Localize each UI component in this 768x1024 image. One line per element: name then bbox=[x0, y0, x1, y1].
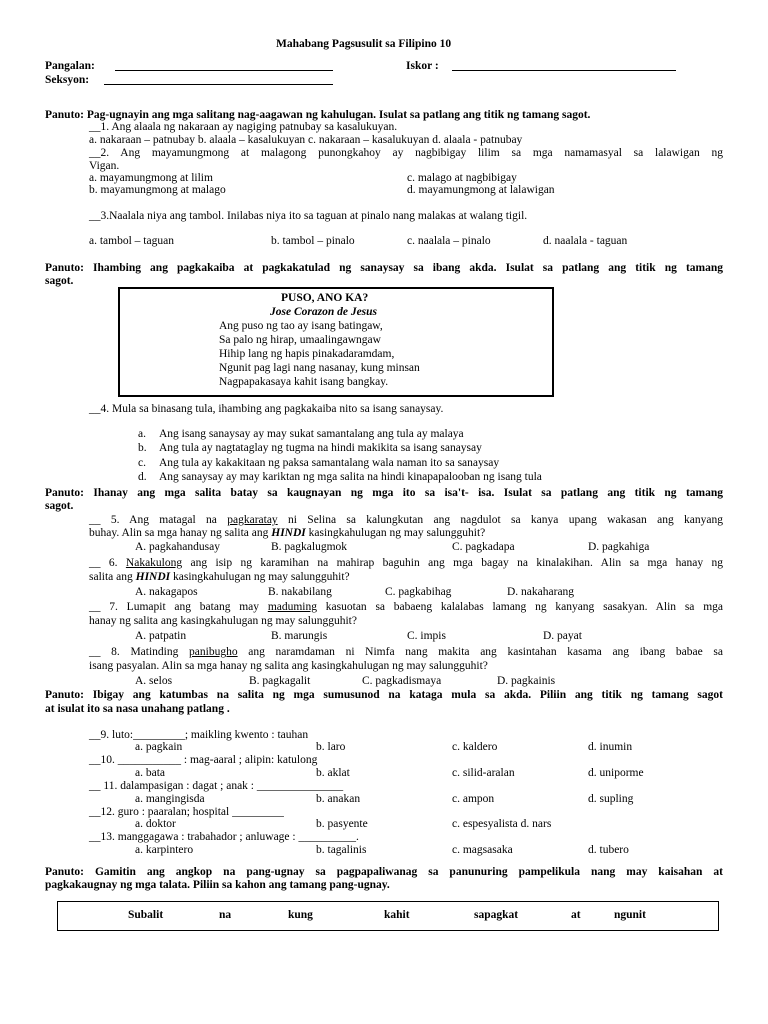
q11-choice-b: b. anakan bbox=[316, 793, 361, 805]
poem-line: Ang puso ng tao ay isang batingaw, bbox=[219, 320, 383, 332]
q11-choice-d: d. supling bbox=[588, 793, 634, 805]
q13-choice-a: a. karpintero bbox=[135, 844, 194, 856]
q9-choice-d: d. inumin bbox=[588, 741, 633, 753]
q4-choice-b: Ang tula ay nagtataglay ng tugma na hindi makikita sa isang sanaysay bbox=[159, 442, 482, 454]
part5-instruction-line1: Panuto: Gamitin ang angkop na pang-ugnay sa pagpapaliwanag sa panunuring pampelikula nang may kaisahan at bbox=[45, 866, 723, 878]
q4-choice-c: Ang tula ay kakakitaan ng paksa samantalang wala naman ito sa sanaysay bbox=[159, 457, 500, 469]
q5-choice-c: C. pagkadapa bbox=[452, 541, 515, 553]
q4-letter-c: c. bbox=[138, 457, 146, 469]
q4-letter-b: b. bbox=[138, 442, 147, 454]
q13-choice-b: b. tagalinis bbox=[316, 844, 367, 856]
q7-choice-c: C. impis bbox=[407, 630, 446, 642]
q5-choice-b: B. pagkalugmok bbox=[271, 541, 348, 553]
q9-choice-a: a. pagkain bbox=[135, 741, 183, 753]
q10-choice-a: a. bata bbox=[135, 767, 166, 779]
conjunction-word: na bbox=[219, 909, 232, 921]
q11-choice-a: a. mangingisda bbox=[135, 793, 205, 805]
q2-choice-c: c. malago at nagbibigay bbox=[407, 172, 517, 184]
name-field[interactable] bbox=[115, 60, 333, 75]
q10-choice-d: d. uniporme bbox=[588, 767, 644, 779]
part2-instruction-line2: sagot. bbox=[45, 275, 74, 287]
q9-stem: __9. luto:_________; maikling kwento : tauhan bbox=[89, 729, 309, 741]
q6-line1: __ 6. Nakakulong ang isip ng karamihan na mahirap baguhin ang mga bagay na kinalakihan. Alin sa mga hanay ng bbox=[89, 557, 723, 569]
q4-letter-d: d. bbox=[138, 471, 147, 483]
conjunction-word: sapagkat bbox=[474, 909, 519, 921]
q5-choice-d: D. pagkahiga bbox=[588, 541, 650, 553]
q1-stem: __1. Ang alaala ng nakaraan ay nagiging patnubay sa kasalukuyan. bbox=[89, 121, 398, 133]
q3-choice-a: a. tambol – taguan bbox=[89, 235, 174, 247]
q8-choice-b: B. pagkagalit bbox=[249, 675, 311, 687]
q4-stem: __4. Mula sa binasang tula, ihambing ang pagkakaiba nito sa isang sanaysay. bbox=[89, 403, 444, 415]
poem-line: Hihip lang ng hapis pinakadaramdam, bbox=[219, 348, 395, 360]
q2-choice-b: b. mayamungmong at malago bbox=[89, 184, 226, 196]
poem-title: PUSO, ANO KA? bbox=[281, 292, 369, 304]
q8-choice-c: C. pagkadismaya bbox=[362, 675, 442, 687]
q9-choice-b: b. laro bbox=[316, 741, 346, 753]
score-field[interactable] bbox=[452, 60, 676, 75]
conjunction-word: kahit bbox=[384, 909, 410, 921]
q10-choice-b: b. aklat bbox=[316, 767, 350, 779]
q6-choice-b: B. nakabilang bbox=[268, 586, 332, 598]
q2-stem-line1: __2. Ang mayamungmong at malagong punongkahoy ay nagbibigay lilim sa mga namamasyal sa lalawigan ng bbox=[89, 147, 723, 159]
part4-instruction-line1: Panuto: Ibigay ang katumbas na salita ng mga sumusunod na kataga mula sa akda. Piliin ang titik ng tamang sagot bbox=[45, 689, 723, 701]
q8-line1: __ 8. Matinding panibugho ang naramdaman ni Nimfa nang makita ang kasintahan kasama ang ibang babae sa bbox=[89, 646, 723, 658]
q7-choice-d: D. payat bbox=[543, 630, 582, 642]
q13-choice-d: d. tubero bbox=[588, 844, 629, 856]
q5-choice-a: A. pagkahandusay bbox=[135, 541, 220, 553]
q7-choice-a: A. patpatin bbox=[135, 630, 187, 642]
q7-choice-b: B. marungis bbox=[271, 630, 328, 642]
q8-choice-a: A. selos bbox=[135, 675, 173, 687]
q3-stem: __3.Naalala niya ang tambol. Inilabas niya ito sa taguan at pinalo nang malakas at walang tigil. bbox=[89, 210, 528, 222]
q3-choice-c: c. naalala – pinalo bbox=[407, 235, 491, 247]
q4-choice-d: Ang sanaysay ay may kariktan ng mga salita na hindi kinapapalooban ng isang tula bbox=[159, 471, 542, 483]
name-label: Pangalan: bbox=[45, 60, 95, 72]
section-label: Seksyon: bbox=[45, 74, 90, 86]
q6-choice-c: C. pagkabihag bbox=[385, 586, 452, 598]
q8-line2: isang pasyalan. Alin sa mga hanay ng salita ang kasingkahulugan ng may salungguhit? bbox=[89, 660, 488, 672]
q3-choice-d: d. naalala - taguan bbox=[543, 235, 628, 247]
q12-choice-a: a. doktor bbox=[135, 818, 176, 830]
q10-stem: __10. ___________ : mag-aaral ; alipin: katulong bbox=[89, 754, 318, 766]
part5-instruction-line2: pagkakaugnay ng mga talata. Piliin sa kahon ang tamang pang-ugnay. bbox=[45, 879, 390, 891]
q11-stem: __ 11. dalampasigan : dagat ; anak : _______________ bbox=[89, 780, 344, 792]
part2-instruction-line1: Panuto: Ihambing ang pagkakaiba at pagkakatulad ng sanaysay sa ibang akda. Isulat sa patlang ang titik ng tamang bbox=[45, 262, 723, 274]
q4-letter-a: a. bbox=[138, 428, 146, 440]
q11-choice-c: c. ampon bbox=[452, 793, 495, 805]
q13-choice-c: c. magsasaka bbox=[452, 844, 513, 856]
q8-choice-d: D. pagkainis bbox=[497, 675, 556, 687]
part3-instruction-line2: sagot. bbox=[45, 500, 74, 512]
q2-choice-d: d. mayamungmong at lalawigan bbox=[407, 184, 555, 196]
q6-line2: salita ang HINDI kasingkahulugan ng may salungguhit? bbox=[89, 571, 350, 583]
q2-choice-a: a. mayamungmong at lilim bbox=[89, 172, 213, 184]
poem-line: Ngunit pag lagi nang nasanay, kung minsan bbox=[219, 362, 420, 374]
q2-stem-line2: Vigan. bbox=[89, 160, 120, 172]
q1-choices: a. nakaraan – patnubay b. alaala – kasalukuyan c. nakaraan – kasalukuyan d. alaala - patnubay bbox=[89, 134, 523, 146]
conjunction-word: kung bbox=[288, 909, 313, 921]
q7-line2: hanay ng salita ang kasingkahulugan ng may salungguhit? bbox=[89, 615, 357, 627]
q5-line1: __ 5. Ang matagal na pagkaratay ni Selina sa kalungkutan ang nagdulot sa kanya upang wakasan ang kanyang bbox=[89, 514, 723, 526]
q6-choice-d: D. nakaharang bbox=[507, 586, 575, 598]
poem-line: Nagpapakasaya kahit isang bangkay. bbox=[219, 376, 389, 388]
conjunction-word: at bbox=[571, 909, 581, 921]
q10-choice-c: c. silid-aralan bbox=[452, 767, 515, 779]
poem-author: Jose Corazon de Jesus bbox=[270, 306, 378, 318]
q12-choice-c: c. espesyalista d. nars bbox=[452, 818, 552, 830]
q9-choice-c: c. kaldero bbox=[452, 741, 498, 753]
part4-instruction-line2: at isulat ito sa nasa unahang patlang . bbox=[45, 703, 230, 715]
conjunction-word: ngunit bbox=[614, 909, 646, 921]
q12-stem: __12. guro : paaralan; hospital _________ bbox=[89, 806, 284, 818]
conjunction-word: Subalit bbox=[128, 909, 164, 921]
q5-line2: buhay. Alin sa mga hanay ng salita ang HINDI kasingkahulugan ng may salungguhit? bbox=[89, 527, 486, 539]
q7-line1: __ 7. Lumapit ang batang may maduming kasuotan sa babaeng kalalabas lamang ng kanyang sasakyan. Alin sa mga bbox=[89, 601, 723, 613]
q3-choice-b: b. tambol – pinalo bbox=[271, 235, 355, 247]
part3-instruction-line1: Panuto: Ihanay ang mga salita batay sa kaugnayan ng mga ito sa isa't- isa. Isulat sa patlang ang titik ng tamang bbox=[45, 487, 723, 499]
score-label: Iskor : bbox=[406, 60, 439, 72]
poem-line: Sa palo ng hirap, umaalingawngaw bbox=[219, 334, 381, 346]
q6-choice-a: A. nakagapos bbox=[135, 586, 198, 598]
part1-instruction: Panuto: Pag-ugnayin ang mga salitang nag-aagawan ng kahulugan. Isulat sa patlang ang titik ng tamang sagot. bbox=[45, 109, 591, 121]
q4-choice-a: Ang isang sanaysay ay may sukat samantalang ang tula ay malaya bbox=[159, 428, 464, 440]
q12-choice-b: b. pasyente bbox=[316, 818, 368, 830]
section-field[interactable] bbox=[104, 74, 333, 89]
page-title: Mahabang Pagsusulit sa Filipino 10 bbox=[276, 38, 452, 50]
q13-stem: __13. manggagawa : trabahador ; anluwage : __________. bbox=[89, 831, 359, 843]
